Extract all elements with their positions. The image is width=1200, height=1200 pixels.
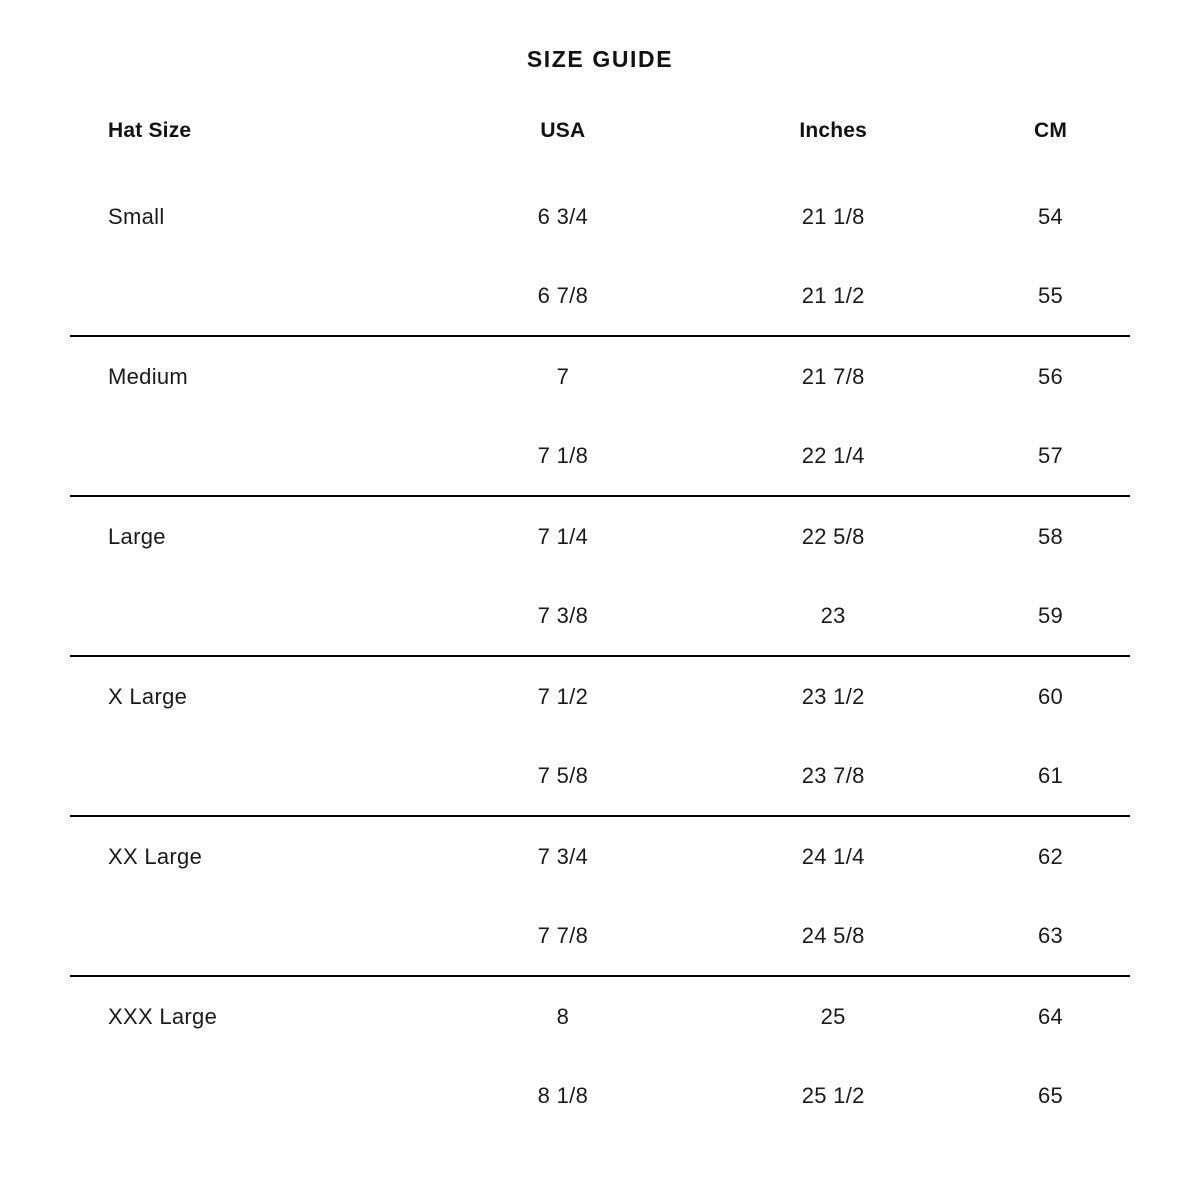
cell-inches: 25 [695,976,971,1056]
cell-cm: 65 [1037,1082,1064,1108]
column-header-cm: CM [1033,119,1068,142]
cell-usa: 7 3/4 [430,816,695,896]
table-row [70,177,1130,256]
table-row [70,976,1130,1056]
table-row [70,576,1130,656]
cell-inches: 21 1/2 [801,282,865,308]
cell-cm: 62 [971,816,1130,896]
cell-inches: 22 5/8 [695,496,971,576]
cell-usa: 7 1/8 [537,442,589,468]
cell-inches: 21 7/8 [695,336,971,416]
cell-hat-size [70,896,430,976]
cell-hat-size [70,576,430,656]
table-body [70,177,1130,1135]
cell-inches: 24 5/8 [801,922,865,948]
cell-cm: 56 [971,336,1130,416]
cell-hat-size: Large [70,496,430,576]
column-header-hat-size: Hat Size [108,119,192,142]
table-row [70,496,1130,576]
column-header-usa: USA [540,119,586,142]
cell-usa: 7 1/4 [430,496,695,576]
cell-inches: 23 [820,602,846,628]
page-title: SIZE GUIDE [526,46,674,72]
cell-cm: 61 [1037,762,1064,788]
table-row [70,416,1130,496]
column-header-inches: Inches [799,119,868,142]
cell-hat-size [70,736,430,816]
cell-usa: 7 [430,336,695,416]
cell-usa: 8 [430,976,695,1056]
cell-cm: 54 [1037,203,1064,229]
cell-usa: 7 7/8 [537,922,589,948]
table-header [70,119,1130,177]
cell-hat-size: Small [108,203,165,229]
cell-inches: 25 1/2 [801,1082,865,1108]
cell-inches: 21 1/8 [801,203,865,229]
cell-cm: 64 [971,976,1130,1056]
cell-cm: 59 [1037,602,1064,628]
cell-cm: 55 [1037,282,1064,308]
table-row [70,256,1130,336]
cell-cm: 58 [971,496,1130,576]
cell-usa: 6 7/8 [537,282,589,308]
cell-usa: 8 1/8 [537,1082,589,1108]
cell-inches: 22 1/4 [801,442,865,468]
table-header-row [70,119,1130,177]
cell-usa: 7 5/8 [537,762,589,788]
cell-hat-size [70,1056,430,1135]
cell-inches: 23 7/8 [801,762,865,788]
table-row [70,336,1130,416]
table-row [70,896,1130,976]
size-guide-table [70,119,1130,1135]
table-row [70,736,1130,816]
cell-inches: 23 1/2 [695,656,971,736]
table-row [70,1056,1130,1135]
cell-hat-size: XXX Large [70,976,430,1056]
cell-cm: 63 [1037,922,1064,948]
cell-hat-size [70,416,430,496]
table-row [70,816,1130,896]
table-row [70,656,1130,736]
cell-usa: 7 1/2 [430,656,695,736]
cell-cm: 60 [971,656,1130,736]
cell-usa: 7 3/8 [537,602,589,628]
cell-inches: 24 1/4 [695,816,971,896]
cell-hat-size: Medium [70,336,430,416]
cell-cm: 57 [1037,442,1064,468]
cell-usa: 6 3/4 [537,203,589,229]
cell-hat-size [70,256,430,336]
cell-hat-size: XX Large [70,816,430,896]
cell-hat-size: X Large [70,656,430,736]
